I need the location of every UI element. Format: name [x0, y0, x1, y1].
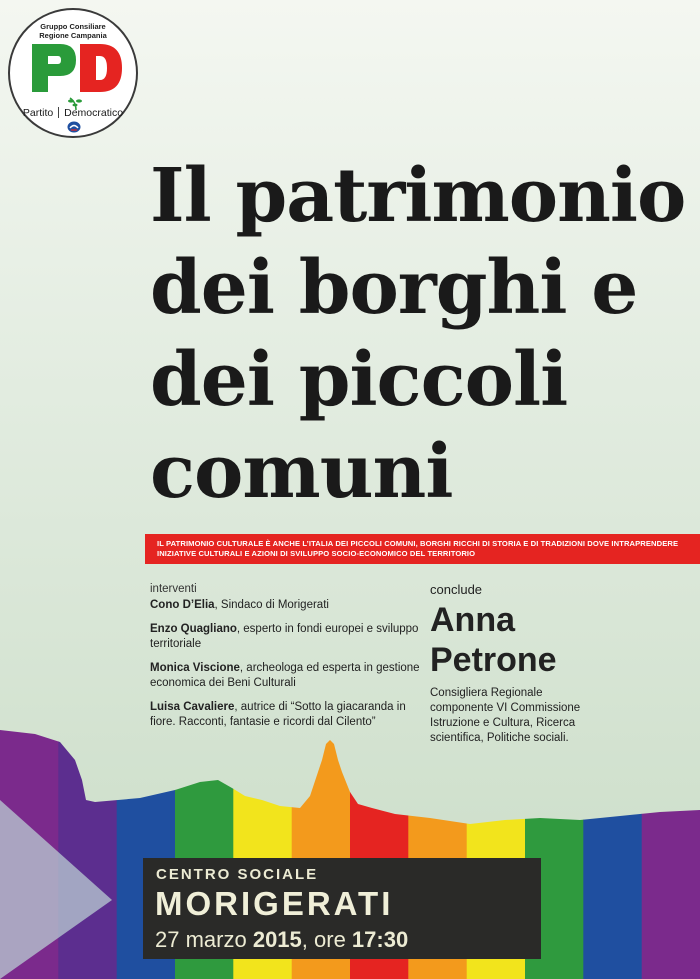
rainbow-stripe: [583, 720, 642, 979]
speaker-item: [150, 598, 420, 613]
closing-role: Consigliera Regionale componente VI Commissione Istruzione e Cultura, Ricerca scientifica, Politiche sociali.: [430, 687, 581, 744]
logo-group-line1: Gruppo Consiliare: [40, 22, 106, 31]
speaker-name: Cono D’Elia: [150, 599, 215, 611]
closing-last-name: Petrone: [430, 641, 557, 679]
title-line-3: dei piccoli: [150, 337, 568, 423]
logo-divider: [58, 107, 59, 118]
rainbow-stripe: [58, 720, 117, 979]
speaker-name: Monica Viscione: [150, 662, 240, 674]
event-date-mid: , ore: [301, 927, 352, 952]
speaker-desc: , esperto in fondi europei e sviluppo territoriale: [150, 623, 419, 650]
speaker-desc: , autrice di “Sotto la giacaranda in fiore. Racconti, fantasie e ricordi dal Cilento”: [150, 701, 406, 728]
region-seal-icon: [67, 121, 81, 133]
logo-party-word1: Partito: [22, 107, 54, 119]
closing-first-name: Anna: [430, 601, 515, 639]
poster-title: [150, 150, 690, 518]
event-town: MORIGERATI: [155, 885, 394, 922]
event-info-box: [143, 858, 541, 959]
title-line-1: Il patrimonio: [150, 153, 686, 239]
logo-group-text: [10, 22, 136, 40]
logo-party-word2: Democratico: [64, 107, 124, 119]
speakers-label: interventi: [150, 583, 197, 595]
event-time: 17:30: [351, 927, 409, 952]
speaker-name: Luisa Cavaliere: [150, 701, 235, 713]
pd-letters-logo-icon: [30, 42, 124, 94]
rainbow-stripe: [642, 720, 700, 979]
speakers-section: [150, 582, 420, 739]
title-line-4: comuni: [150, 429, 453, 515]
event-venue: CENTRO SOCIALE: [156, 866, 319, 883]
logo-group-line2: Regione Campania: [39, 31, 107, 40]
title-line-2: dei borghi e: [150, 245, 638, 331]
event-datetime: [155, 927, 408, 953]
event-date-day: 27 marzo: [155, 927, 253, 952]
speaker-desc: , archeologa ed esperta in gestione economica dei Beni Culturali: [150, 662, 420, 689]
speaker-name: Enzo Quagliano: [150, 623, 237, 635]
speaker-item: [150, 661, 420, 691]
speaker-item: [150, 622, 420, 652]
speaker-desc: , Sindaco di Morigerati: [214, 599, 329, 611]
subtitle-band: IL PATRIMONIO CULTURALE È ANCHE L’ITALIA DEI PICCOLI COMUNI, BORGHI RICCHI DI STORIA E DI TRADIZIONI DOVE INTRAPRENDERE INIZIATIVE CULTURALI E AZIONI DI SVILUPPO SOCIO-ECONOMICO DEL TERRITORIO: [145, 534, 700, 564]
pd-logo: [8, 8, 138, 138]
logo-party-name: [10, 107, 136, 119]
closing-label: conclude: [430, 582, 483, 597]
event-date-year: 2015: [252, 927, 302, 952]
